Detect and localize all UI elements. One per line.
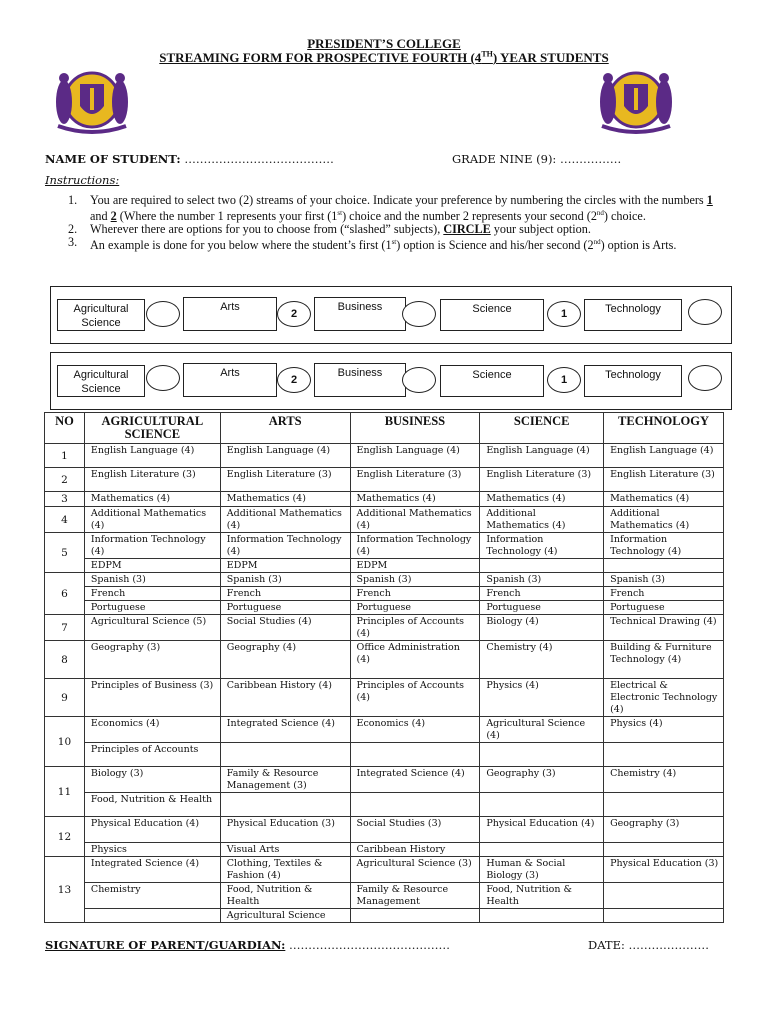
subject-cell-arts[interactable]: Agricultural Science: [220, 909, 350, 923]
subject-cell-business[interactable]: Information Technology (4): [350, 533, 480, 559]
subject-cell-science[interactable]: Physical Education (4): [480, 817, 604, 843]
subject-cell-arts[interactable]: English Literature (3): [220, 468, 350, 492]
choice-circle-agricultural-science[interactable]: [146, 301, 180, 327]
subject-cell-agricultural-science[interactable]: English Literature (3): [84, 468, 220, 492]
subject-cell-arts[interactable]: Clothing, Textiles & Fashion (4): [220, 857, 350, 883]
stream-box-technology: Technology: [584, 365, 682, 397]
subject-cell-science[interactable]: Biology (4): [480, 615, 604, 641]
subject-cell-arts[interactable]: Geography (4): [220, 641, 350, 679]
choice-circle-science[interactable]: 1: [547, 367, 581, 393]
subject-cell-arts[interactable]: [220, 793, 350, 817]
subject-cell-agricultural-science[interactable]: French: [84, 587, 220, 601]
stream-box-arts: Arts: [183, 363, 277, 397]
subject-streams-table: [44, 412, 724, 923]
subject-cell-agricultural-science[interactable]: Chemistry: [84, 883, 220, 909]
subject-cell-science[interactable]: [480, 843, 604, 857]
subject-cell-arts[interactable]: Visual Arts: [220, 843, 350, 857]
subject-cell-science[interactable]: [480, 793, 604, 817]
subject-cell-arts[interactable]: Additional Mathematics (4): [220, 507, 350, 533]
subject-cell-science[interactable]: Geography (3): [480, 767, 604, 793]
subject-cell-business[interactable]: Office Administration (4): [350, 641, 480, 679]
subject-cell-agricultural-science[interactable]: Agricultural Science (5): [84, 615, 220, 641]
table-row: [45, 767, 724, 793]
stream-box-business: Business: [314, 297, 406, 331]
subject-cell-business[interactable]: Caribbean History: [350, 843, 480, 857]
subject-cell-arts[interactable]: French: [220, 587, 350, 601]
subject-cell-business[interactable]: [350, 743, 480, 767]
subject-cell-agricultural-science[interactable]: Geography (3): [84, 641, 220, 679]
student-name-field[interactable]: NAME OF STUDENT: …………………………………: [45, 152, 334, 166]
table-row: [45, 587, 724, 601]
table-row: [45, 857, 724, 883]
table-row: [45, 559, 724, 573]
subject-cell-science[interactable]: Information Technology (4): [480, 533, 604, 559]
instruction-1: 1. You are required to select two (2) streams of your choice. Indicate your preference by numbering the circles with the numbers 1 and 2 (Where the number 1 represents your first (1st) choice and the number 2 represents your second (2nd) choice.: [68, 193, 713, 224]
subject-cell-technology[interactable]: Chemistry (4): [604, 767, 724, 793]
col-header-no: NO: [45, 413, 85, 444]
subject-cell-science[interactable]: [480, 559, 604, 573]
subject-cell-arts[interactable]: [220, 743, 350, 767]
row-number: 9: [45, 679, 85, 717]
table-row: [45, 717, 724, 743]
subject-cell-business[interactable]: Family & Resource Management: [350, 883, 480, 909]
table-row: [45, 492, 724, 507]
row-number: 2: [45, 468, 85, 492]
subject-cell-technology[interactable]: Spanish (3): [604, 573, 724, 587]
subject-cell-business[interactable]: French: [350, 587, 480, 601]
subject-cell-agricultural-science[interactable]: [84, 909, 220, 923]
subject-cell-business[interactable]: Social Studies (3): [350, 817, 480, 843]
subject-cell-agricultural-science[interactable]: Information Technology (4): [84, 533, 220, 559]
choice-circle-business[interactable]: [402, 367, 436, 393]
subject-cell-technology[interactable]: Additional Mathematics (4): [604, 507, 724, 533]
subject-cell-business[interactable]: [350, 909, 480, 923]
stream-box-technology: Technology: [584, 299, 682, 331]
instructions-list: [68, 194, 718, 252]
subject-cell-agricultural-science[interactable]: Biology (3): [84, 767, 220, 793]
subject-cell-business[interactable]: English Literature (3): [350, 468, 480, 492]
subject-cell-technology[interactable]: [604, 743, 724, 767]
subject-cell-agricultural-science[interactable]: EDPM: [84, 559, 220, 573]
subject-cell-agricultural-science[interactable]: Physical Education (4): [84, 817, 220, 843]
subject-cell-science[interactable]: English Literature (3): [480, 468, 604, 492]
subject-cell-technology[interactable]: English Language (4): [604, 444, 724, 468]
subject-cell-agricultural-science[interactable]: Economics (4): [84, 717, 220, 743]
row-number: 10: [45, 717, 85, 767]
subject-cell-technology[interactable]: Physical Education (3): [604, 857, 724, 883]
subject-cell-arts[interactable]: Family & Resource Management (3): [220, 767, 350, 793]
table-row: [45, 843, 724, 857]
subject-cell-technology[interactable]: [604, 909, 724, 923]
subject-cell-technology[interactable]: French: [604, 587, 724, 601]
subject-cell-arts[interactable]: English Language (4): [220, 444, 350, 468]
college-crest-logo-left: [52, 62, 132, 138]
subject-cell-technology[interactable]: Information Technology (4): [604, 533, 724, 559]
grade-nine-field[interactable]: GRADE NINE (9): …………….: [452, 152, 622, 166]
row-number: 1: [45, 444, 85, 468]
subject-cell-technology[interactable]: [604, 793, 724, 817]
choice-circle-agricultural-science[interactable]: [146, 365, 180, 391]
subject-cell-technology[interactable]: [604, 883, 724, 909]
subject-cell-business[interactable]: Spanish (3): [350, 573, 480, 587]
row-number: 7: [45, 615, 85, 641]
choice-circle-technology[interactable]: [688, 299, 722, 325]
subject-cell-business[interactable]: EDPM: [350, 559, 480, 573]
col-header-business: BUSINESS: [350, 413, 480, 444]
table-row: [45, 615, 724, 641]
stream-box-science: Science: [440, 299, 544, 331]
subject-cell-business[interactable]: Integrated Science (4): [350, 767, 480, 793]
row-number: 4: [45, 507, 85, 533]
subject-cell-science[interactable]: Physics (4): [480, 679, 604, 717]
col-header-science: SCIENCE: [480, 413, 604, 444]
subject-cell-science[interactable]: Additional Mathematics (4): [480, 507, 604, 533]
choice-circle-arts[interactable]: 2: [277, 367, 311, 393]
subject-cell-science[interactable]: French: [480, 587, 604, 601]
choice-circle-business[interactable]: [402, 301, 436, 327]
subject-cell-arts[interactable]: Portuguese: [220, 601, 350, 615]
subject-cell-agricultural-science[interactable]: Additional Mathematics (4): [84, 507, 220, 533]
stream-selection-example-2: [50, 352, 732, 410]
table-row: [45, 909, 724, 923]
col-header-technology: TECHNOLOGY: [604, 413, 724, 444]
subject-cell-arts[interactable]: Caribbean History (4): [220, 679, 350, 717]
subject-cell-arts[interactable]: Information Technology (4): [220, 533, 350, 559]
subject-cell-arts[interactable]: EDPM: [220, 559, 350, 573]
table-row: [45, 507, 724, 533]
row-number: 12: [45, 817, 85, 857]
table-row: [45, 533, 724, 559]
table-row: [45, 601, 724, 615]
subject-cell-agricultural-science[interactable]: English Language (4): [84, 444, 220, 468]
college-name: PRESIDENT’S COLLEGE: [307, 36, 461, 51]
table-row: [45, 444, 724, 468]
subject-cell-science[interactable]: [480, 909, 604, 923]
college-crest-logo-right: [596, 62, 676, 138]
row-number: 13: [45, 857, 85, 923]
date-field[interactable]: DATE: …………………: [588, 938, 709, 952]
subject-cell-arts[interactable]: Mathematics (4): [220, 492, 350, 507]
subject-cell-business[interactable]: Agricultural Science (3): [350, 857, 480, 883]
subject-cell-arts[interactable]: Physical Education (3): [220, 817, 350, 843]
form-title: STREAMING FORM FOR PROSPECTIVE FOURTH (4TH) YEAR STUDENTS: [159, 50, 609, 66]
instructions-heading: Instructions:: [45, 173, 120, 187]
subject-cell-technology[interactable]: [604, 843, 724, 857]
subject-cell-agricultural-science[interactable]: Principles of Business (3): [84, 679, 220, 717]
subject-cell-business[interactable]: Economics (4): [350, 717, 480, 743]
subject-cell-science[interactable]: [480, 743, 604, 767]
col-header-agricultural-science: AGRICULTURAL SCIENCE: [84, 413, 220, 444]
stream-selection-example-1: [50, 286, 732, 344]
subject-cell-arts[interactable]: Spanish (3): [220, 573, 350, 587]
instruction-2: 2. Wherever there are options for you to choose from (“slashed” subjects), CIRCLE your subject option.: [68, 222, 591, 237]
parent-signature-field[interactable]: SIGNATURE OF PARENT/GUARDIAN: ……………………………………: [45, 938, 450, 952]
subject-cell-technology[interactable]: Physics (4): [604, 717, 724, 743]
subject-cell-business[interactable]: Mathematics (4): [350, 492, 480, 507]
subject-cell-agricultural-science[interactable]: Portuguese: [84, 601, 220, 615]
subject-cell-arts[interactable]: Social Studies (4): [220, 615, 350, 641]
subject-cell-technology[interactable]: [604, 559, 724, 573]
subject-cell-technology[interactable]: Electrical & Electronic Technology (4): [604, 679, 724, 717]
table-row: [45, 883, 724, 909]
subject-cell-science[interactable]: Chemistry (4): [480, 641, 604, 679]
choice-circle-science[interactable]: 1: [547, 301, 581, 327]
subject-cell-business[interactable]: [350, 793, 480, 817]
choice-circle-technology[interactable]: [688, 365, 722, 391]
stream-box-arts: Arts: [183, 297, 277, 331]
table-row: [45, 743, 724, 767]
subject-cell-business[interactable]: English Language (4): [350, 444, 480, 468]
subject-cell-technology[interactable]: Geography (3): [604, 817, 724, 843]
subject-cell-technology[interactable]: Building & Furniture Technology (4): [604, 641, 724, 679]
subject-cell-science[interactable]: Human & Social Biology (3): [480, 857, 604, 883]
subject-cell-science[interactable]: Food, Nutrition & Health: [480, 883, 604, 909]
row-number: 8: [45, 641, 85, 679]
subject-cell-business[interactable]: Portuguese: [350, 601, 480, 615]
subject-cell-agricultural-science[interactable]: Physics: [84, 843, 220, 857]
stream-box-business: Business: [314, 363, 406, 397]
instruction-3: 3. An example is done for you below where the student’s first (1st) option is Science and his/her second (2nd) option is Arts.: [68, 235, 677, 253]
subject-cell-science[interactable]: English Language (4): [480, 444, 604, 468]
subject-cell-business[interactable]: Principles of Accounts (4): [350, 615, 480, 641]
subject-cell-science[interactable]: Agricultural Science (4): [480, 717, 604, 743]
row-number: 3: [45, 492, 85, 507]
subject-cell-agricultural-science[interactable]: Food, Nutrition & Health: [84, 793, 220, 817]
row-number: 11: [45, 767, 85, 817]
table-row: [45, 573, 724, 587]
subject-cell-arts[interactable]: Food, Nutrition & Health: [220, 883, 350, 909]
subject-cell-science[interactable]: Mathematics (4): [480, 492, 604, 507]
subject-cell-agricultural-science[interactable]: Mathematics (4): [84, 492, 220, 507]
table-row: [45, 468, 724, 492]
subject-cell-business[interactable]: Additional Mathematics (4): [350, 507, 480, 533]
subject-cell-agricultural-science[interactable]: Principles of Accounts: [84, 743, 220, 767]
row-number: 5: [45, 533, 85, 573]
subject-cell-arts[interactable]: Integrated Science (4): [220, 717, 350, 743]
subject-cell-agricultural-science[interactable]: Spanish (3): [84, 573, 220, 587]
subject-cell-agricultural-science[interactable]: Integrated Science (4): [84, 857, 220, 883]
stream-box-science: Science: [440, 365, 544, 397]
subject-cell-technology[interactable]: Mathematics (4): [604, 492, 724, 507]
choice-circle-arts[interactable]: 2: [277, 301, 311, 327]
table-row: [45, 817, 724, 843]
table-row: [45, 679, 724, 717]
stream-box-agricultural-science: Agricultural Science: [57, 365, 145, 397]
subject-cell-science[interactable]: Spanish (3): [480, 573, 604, 587]
stream-box-agricultural-science: Agricultural Science: [57, 299, 145, 331]
table-row: [45, 641, 724, 679]
table-header-row: [45, 413, 724, 444]
subject-cell-technology[interactable]: English Literature (3): [604, 468, 724, 492]
table-row: [45, 793, 724, 817]
subject-cell-technology[interactable]: Portuguese: [604, 601, 724, 615]
subject-cell-science[interactable]: Portuguese: [480, 601, 604, 615]
row-number: 6: [45, 573, 85, 615]
col-header-arts: ARTS: [220, 413, 350, 444]
table-body: [45, 444, 724, 923]
subject-cell-technology[interactable]: Technical Drawing (4): [604, 615, 724, 641]
subject-cell-business[interactable]: Principles of Accounts (4): [350, 679, 480, 717]
